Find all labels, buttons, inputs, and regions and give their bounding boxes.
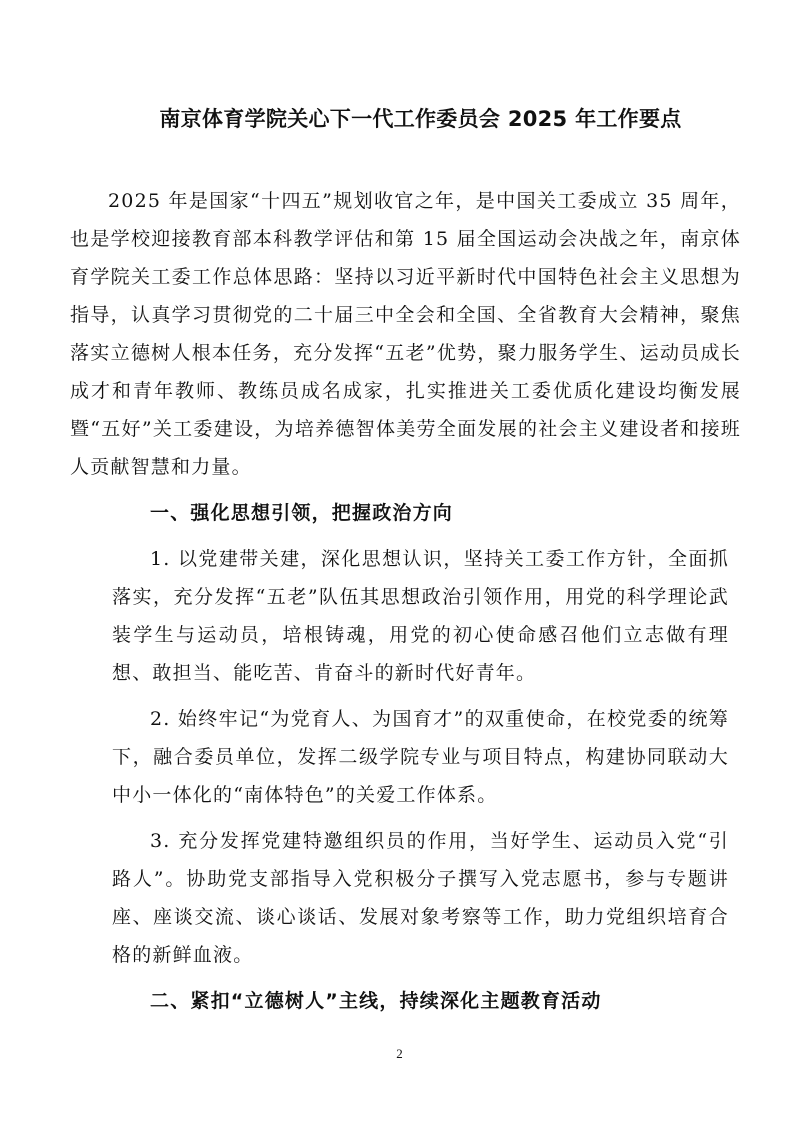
section-item-1: 1. 以党建带关建，深化思想认识，坚持关工委工作方针，全面抓落实，充分发挥“五老”队伍其思想政治引领作用，用党的科学理论武装学生与运动员，培根铸魂，用党的初心使命感召他们立志做有理想、敢担当、能吃苦、肯奋斗的新时代好青年。 xyxy=(112,548,729,684)
document-title: 南京体育学院关心下一代工作委员会 2025 年工作要点 xyxy=(159,107,682,131)
section-heading-1: 一、强化思想引领，把握政治方向 xyxy=(150,502,454,524)
section-heading-2: 二、紧扣“立德树人”主线，持续深化主题教育活动 xyxy=(150,990,602,1012)
page-number: 2 xyxy=(396,1046,403,1061)
document-body xyxy=(70,182,741,1020)
section-item-2: 2. 始终牢记“为党育人、为国育才”的双重使命，在校党委的统筹下，融合委员单位，发挥二级学院专业与项目特点，构建协同联动大中小一体化的“南体特色”的关爱工作体系。 xyxy=(112,708,729,806)
intro-paragraph: 2025 年是国家“十四五”规划收官之年，是中国关工委成立 35 周年，也是学校迎接教育部本科教学评估和第 15 届全国运动会决战之年，南京体育学院关工委工作总体思路：坚持以习近平新时代中国特色社会主义思想为指导，认真学习贯彻党的二十届三中全会和全国、全省教育大会精神，聚焦落实立德树人根本任务，充分发挥“五老”优势，聚力服务学生、运动员成长成才和青年教师、教练员成名成家，扎实推进关工委优质化建设均衡发展暨“五好”关工委建设，为培养德智体美劳全面发展的社会主义建设者和接班人贡献智慧和力量。 xyxy=(70,190,741,478)
section-item-3: 3. 充分发挥党建特邀组织员的作用，当好学生、运动员入党“引路人”。协助党支部指导入党积极分子撰写入党志愿书，参与专题讲座、座谈交流、谈心谈话、发展对象考察等工作，助力党组织培育合格的新鲜血液。 xyxy=(112,830,729,966)
